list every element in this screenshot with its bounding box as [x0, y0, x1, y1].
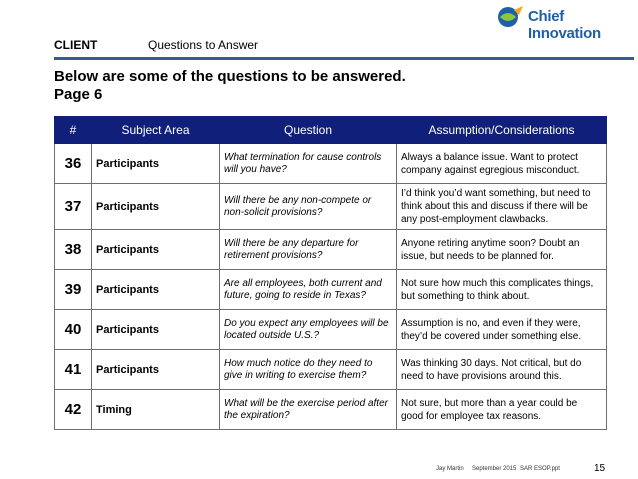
table-row	[55, 144, 607, 184]
row-subject: Participants	[92, 270, 220, 310]
table-row	[55, 184, 607, 230]
page-number: 15	[594, 463, 606, 474]
row-subject: Timing	[92, 390, 220, 430]
table-row	[55, 350, 607, 390]
column-header-subject-area: Subject Area	[92, 117, 220, 144]
column-header-number: #	[55, 117, 92, 144]
row-number: 40	[55, 310, 92, 350]
questions-table	[54, 116, 607, 430]
row-question: Will there be any non-compete or non-solicit provisions?	[220, 184, 397, 230]
table-row	[55, 310, 607, 350]
table-row	[55, 230, 607, 270]
footer-file: SAR ESOP.ppt	[520, 466, 560, 472]
table-header-row	[55, 117, 607, 144]
row-subject: Participants	[92, 184, 220, 230]
row-assumption: Assumption is no, and even if they were, they’d be covered under something else.	[397, 310, 607, 350]
row-assumption: Always a balance issue. Want to protect company against egregious misconduct.	[397, 144, 607, 184]
row-question: Do you expect any employees will be located outside U.S.?	[220, 310, 397, 350]
table-row	[55, 390, 607, 430]
row-question: Will there be any departure for retirement provisions?	[220, 230, 397, 270]
section-title: Questions to Answer	[148, 38, 259, 52]
row-subject: Participants	[92, 230, 220, 270]
row-subject: Participants	[92, 144, 220, 184]
row-number: 39	[55, 270, 92, 310]
row-question: What will be the exercise period after the expiration?	[220, 390, 397, 430]
row-number: 41	[55, 350, 92, 390]
table-row	[55, 270, 607, 310]
row-assumption: Not sure how much this complicates things, but something to think about.	[397, 270, 607, 310]
header-divider	[54, 57, 634, 60]
row-number: 38	[55, 230, 92, 270]
logo-text: Chief Innovation	[528, 8, 601, 42]
row-number: 42	[55, 390, 92, 430]
page-title	[54, 68, 406, 104]
row-assumption: I’d think you’d want something, but need to think about this and discuss if there will be any post-employment clawbacks.	[397, 184, 607, 230]
row-assumption: Anyone retiring anytime soon? Doubt an issue, but needs to be planned for.	[397, 230, 607, 270]
title-line-1: Below are some of the questions to be answered.	[54, 68, 406, 85]
title-line-2: Page 6	[54, 86, 103, 103]
row-subject: Participants	[92, 350, 220, 390]
row-question: Are all employees, both current and future, going to reside in Texas?	[220, 270, 397, 310]
column-header-assumption: Assumption/Considerations	[397, 117, 607, 144]
row-question: How much notice do they need to give in writing to exercise them?	[220, 350, 397, 390]
row-subject: Participants	[92, 310, 220, 350]
client-label: CLIENT	[54, 38, 98, 52]
row-number: 36	[55, 144, 92, 184]
row-assumption: Was thinking 30 days. Not critical, but do need to have provisions around this.	[397, 350, 607, 390]
row-number: 37	[55, 184, 92, 230]
column-header-question: Question	[220, 117, 397, 144]
slide-header	[0, 0, 638, 60]
row-question: What termination for cause controls will you have?	[220, 144, 397, 184]
row-assumption: Not sure, but more than a year could be good for employee tax reasons.	[397, 390, 607, 430]
chief-innovation-logo	[496, 4, 636, 42]
logo-globe-icon	[496, 4, 526, 30]
footer-date: September 2015	[472, 466, 517, 472]
footer-author: Jay Martin	[436, 466, 464, 472]
